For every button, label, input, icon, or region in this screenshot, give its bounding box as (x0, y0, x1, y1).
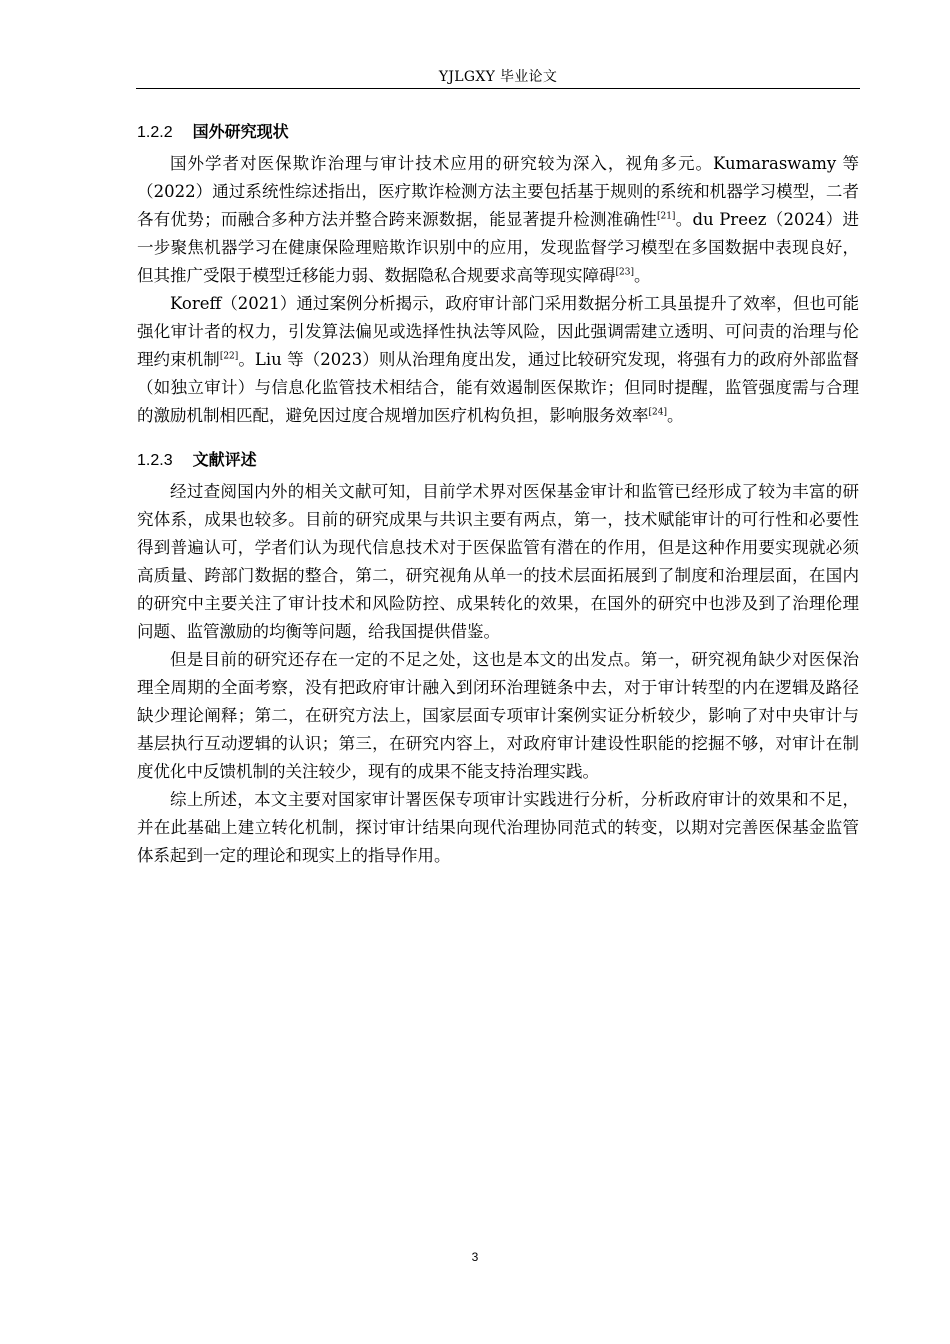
text-run: 经过查阅国内外的相关文献可知，目前学术界对医保基金审计和监管已经形成了较为丰富的研究体系，成果也较多。目前的研究成果与共识主要有两点，第一，技术赋能审计的可行性和必要性得到普遍认可，学者们认为现代信息技术对于医保监管有潜在的作用，但是这种作用要实现就必须高质量、跨部门数据的整合，第二，研究视角从单一的技术层面拓展到了制度和治理层面，在国内的研究中主要关注了审计技术和风险防控、成果转化的效果，在国外的研究中也涉及到了治理伦理问题、监管激励的均衡等问题，给我国提供借鉴。 (137, 482, 859, 641)
section-number: 1.2.2 (137, 124, 173, 141)
text-run: 。du Preez（2024）进一步聚焦机器学习在健康保险理赔欺诈识别中的应用，发现监督学习模型在多国数据中表现良好，但其推广受限于模型迁移能力弱、数据隐私合规要求高等现实障碍 (137, 210, 860, 285)
section-title: 文献评述 (192, 450, 257, 469)
text-run: 。 (666, 406, 684, 425)
text-run: Koreff（2021）通过案例分析揭示，政府审计部门采用数据分析工具虽提升了效率，但也可能强化审计者的权力，引发算法偏见或选择性执法等风险，因此强调需建立透明、可问责的治理与伦理约束机制 (137, 294, 859, 369)
text-run: 但是目前的研究还存在一定的不足之处，这也是本文的出发点。第一，研究视角缺少对医保治理全周期的全面考察，没有把政府审计融入到闭环治理链条中去，对于审计转型的内在逻辑及路径缺少理论阐释；第二，在研究方法上，国家层面专项审计案例实证分析较少，影响了对中央审计与基层执行互动逻辑的认识；第三，在研究内容上，对政府审计建设性职能的挖掘不够，对审计在制度优化中反馈机制的关注较少，现有的成果不能支持治理实践。 (137, 650, 859, 781)
page-number: 3 (471, 1250, 479, 1264)
text-run: 国外学者对医保欺诈治理与审计技术应用的研究较为深入，视角多元。Kumaraswamy 等（2022）通过系统性综述指出，医疗欺诈检测方法主要包括基于规则的系统和机器学习模型，二者各有优势；而融合多种方法并整合跨来源数据，能显著提升检测准确性 (137, 154, 859, 229)
citation-ref: [22] (219, 351, 239, 362)
text-run: 综上所述，本文主要对国家审计署医保专项审计实践进行分析，分析政府审计的效果和不足，并在此基础上建立转化机制，探讨审计结果向现代治理协同范式的转变，以期对完善医保基金监管体系起到一定的理论和现实上的指导作用。 (137, 790, 859, 865)
citation-ref: [24] (648, 407, 667, 418)
paragraph (137, 150, 859, 290)
header-rule (136, 88, 860, 89)
paragraph (137, 646, 859, 786)
paragraph (137, 786, 859, 870)
paragraph (137, 478, 859, 646)
section-title: 国外研究现状 (192, 122, 289, 141)
citation-ref: [21] (656, 211, 676, 222)
running-header: YJLGXY 毕业论文 (438, 69, 558, 85)
section-heading (137, 444, 859, 476)
citation-ref: [23] (615, 267, 634, 278)
paragraph (137, 290, 859, 430)
section-number: 1.2.3 (137, 452, 173, 469)
text-run: 。 (633, 266, 651, 285)
section-foreign-research (137, 116, 859, 430)
section-literature-review (137, 444, 859, 870)
text-run: 。Liu 等（2023）则从治理角度出发，通过比较研究发现，将强有力的政府外部监督（如独立审计）与信息化监管技术相结合，能有效遏制医保欺诈；但同时提醒，监管强度需与合理的激励机制相匹配，避免因过度合规增加医疗机构负担，影响服务效率 (137, 350, 859, 425)
section-heading (137, 116, 859, 148)
page-body (137, 116, 859, 870)
